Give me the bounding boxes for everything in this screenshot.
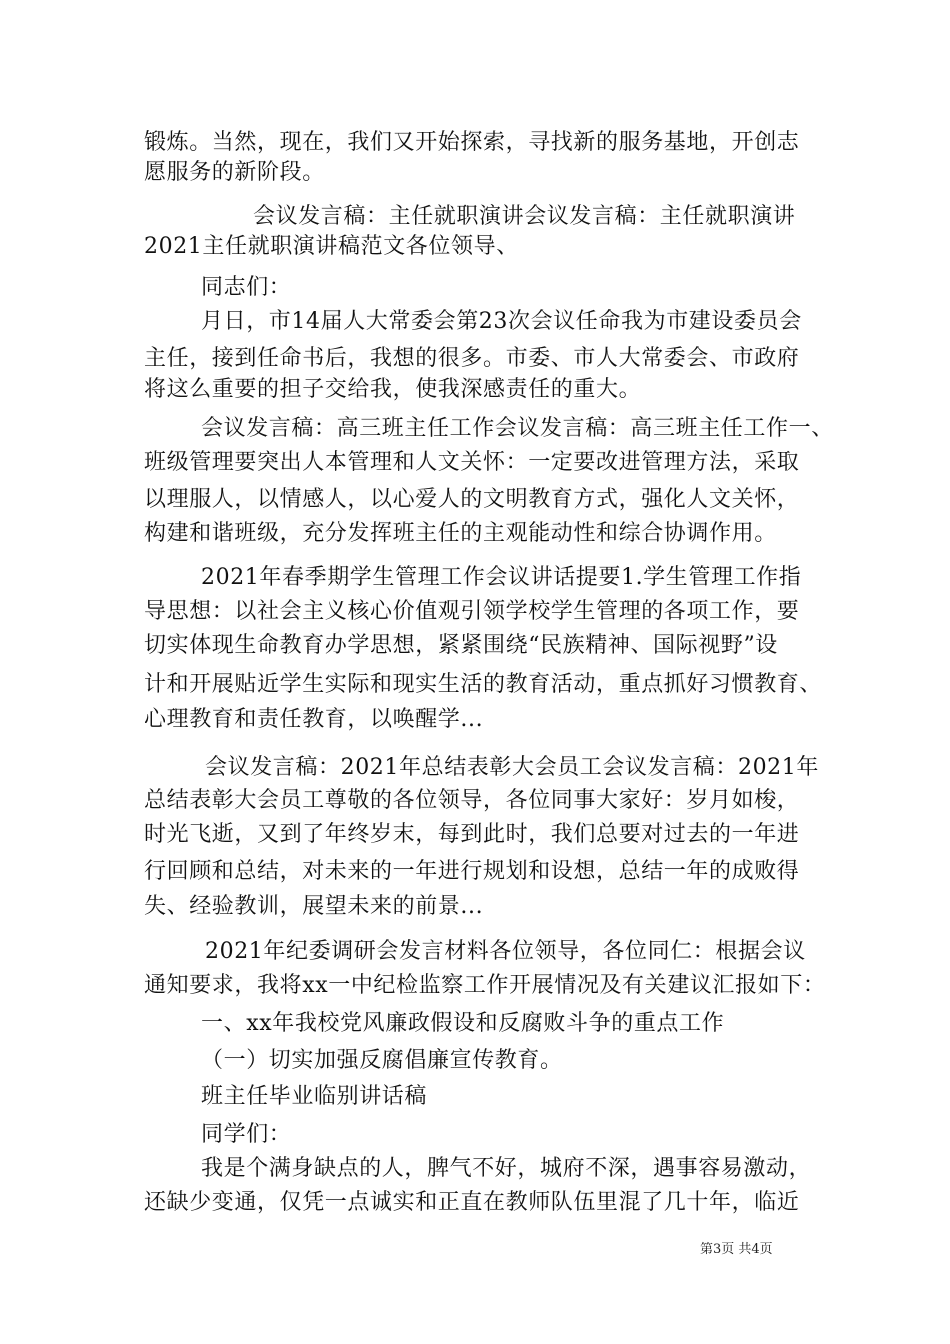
text-line: 2021年春季期学生管理工作会议讲话提要1.学生管理工作指: [201, 565, 802, 590]
text-line: 愿服务的新阶段。: [144, 160, 325, 185]
text-line: 通知要求，我将xx一中纪检监察工作开展情况及有关建议汇报如下：: [144, 973, 826, 998]
text-line: 月日，市14届人大常委会第23次会议任命我为市建设委员会: [201, 309, 802, 334]
text-line: 班级管理要突出人本管理和人文关怀：一定要改进管理方法，采取: [144, 450, 800, 475]
text-line: 心理教育和责任教育，以唤醒学...: [144, 707, 484, 732]
text-line: 2021年纪委调研会发言材料各位领导，各位同仁：根据会议: [205, 939, 806, 964]
text-line: 会议发言稿：高三班主任工作会议发言稿：高三班主任工作一、: [201, 416, 834, 441]
page-footer: 第3页 共4页: [700, 1242, 773, 1257]
text-line: 构建和谐班级，充分发挥班主任的主观能动性和综合协调作用。: [144, 521, 777, 546]
text-line: 一、xx年我校党风廉政假设和反腐败斗争的重点工作: [201, 1011, 725, 1036]
text-line: 总结表彰大会员工尊敬的各位领导，各位同事大家好：岁月如梭，: [144, 788, 800, 813]
text-line: 同志们：: [201, 275, 292, 300]
text-line: （一）切实加强反腐倡廉宣传教育。: [201, 1048, 563, 1073]
text-line: 班主任毕业临别讲话稿: [201, 1084, 428, 1109]
text-line: 以理服人，以情感人，以心爱人的文明教育方式，强化人文关怀，: [144, 487, 800, 512]
text-line: 将这么重要的担子交给我，使我深感责任的重大。: [144, 377, 642, 402]
text-line: 会议发言稿：2021年总结表彰大会员工会议发言稿：2021年: [205, 755, 819, 780]
text-line: 行回顾和总结，对未来的一年进行规划和设想，总结一年的成败得: [144, 859, 800, 884]
text-line: 计和开展贴近学生实际和现实生活的教育活动，重点抓好习惯教育、: [144, 672, 823, 697]
text-line: 同学们：: [201, 1122, 292, 1147]
text-line: 导思想：以社会主义核心价值观引领学校学生管理的各项工作，要: [144, 599, 800, 624]
text-line: 主任，接到任命书后，我想的很多。市委、市人大常委会、市政府: [144, 346, 800, 371]
text-line: 锻炼。当然，现在，我们又开始探索，寻找新的服务基地，开创志: [144, 130, 800, 155]
text-line: 切实体现生命教育办学思想，紧紧围绕“民族精神、国际视野”设: [144, 633, 778, 658]
text-line: 还缺少变通，仅凭一点诚实和正直在教师队伍里混了几十年，临近: [144, 1190, 800, 1215]
text-line: 会议发言稿：主任就职演讲会议发言稿：主任就职演讲: [253, 204, 796, 229]
text-line: 2021主任就职演讲稿范文各位领导、: [144, 234, 519, 259]
text-line: 时光飞逝，又到了年终岁末，每到此时，我们总要对过去的一年进: [144, 822, 800, 847]
text-line: 失、经验教训，展望未来的前景...: [144, 894, 484, 919]
text-line: 我是个满身缺点的人，脾气不好，城府不深，遇事容易激动，: [201, 1156, 812, 1181]
